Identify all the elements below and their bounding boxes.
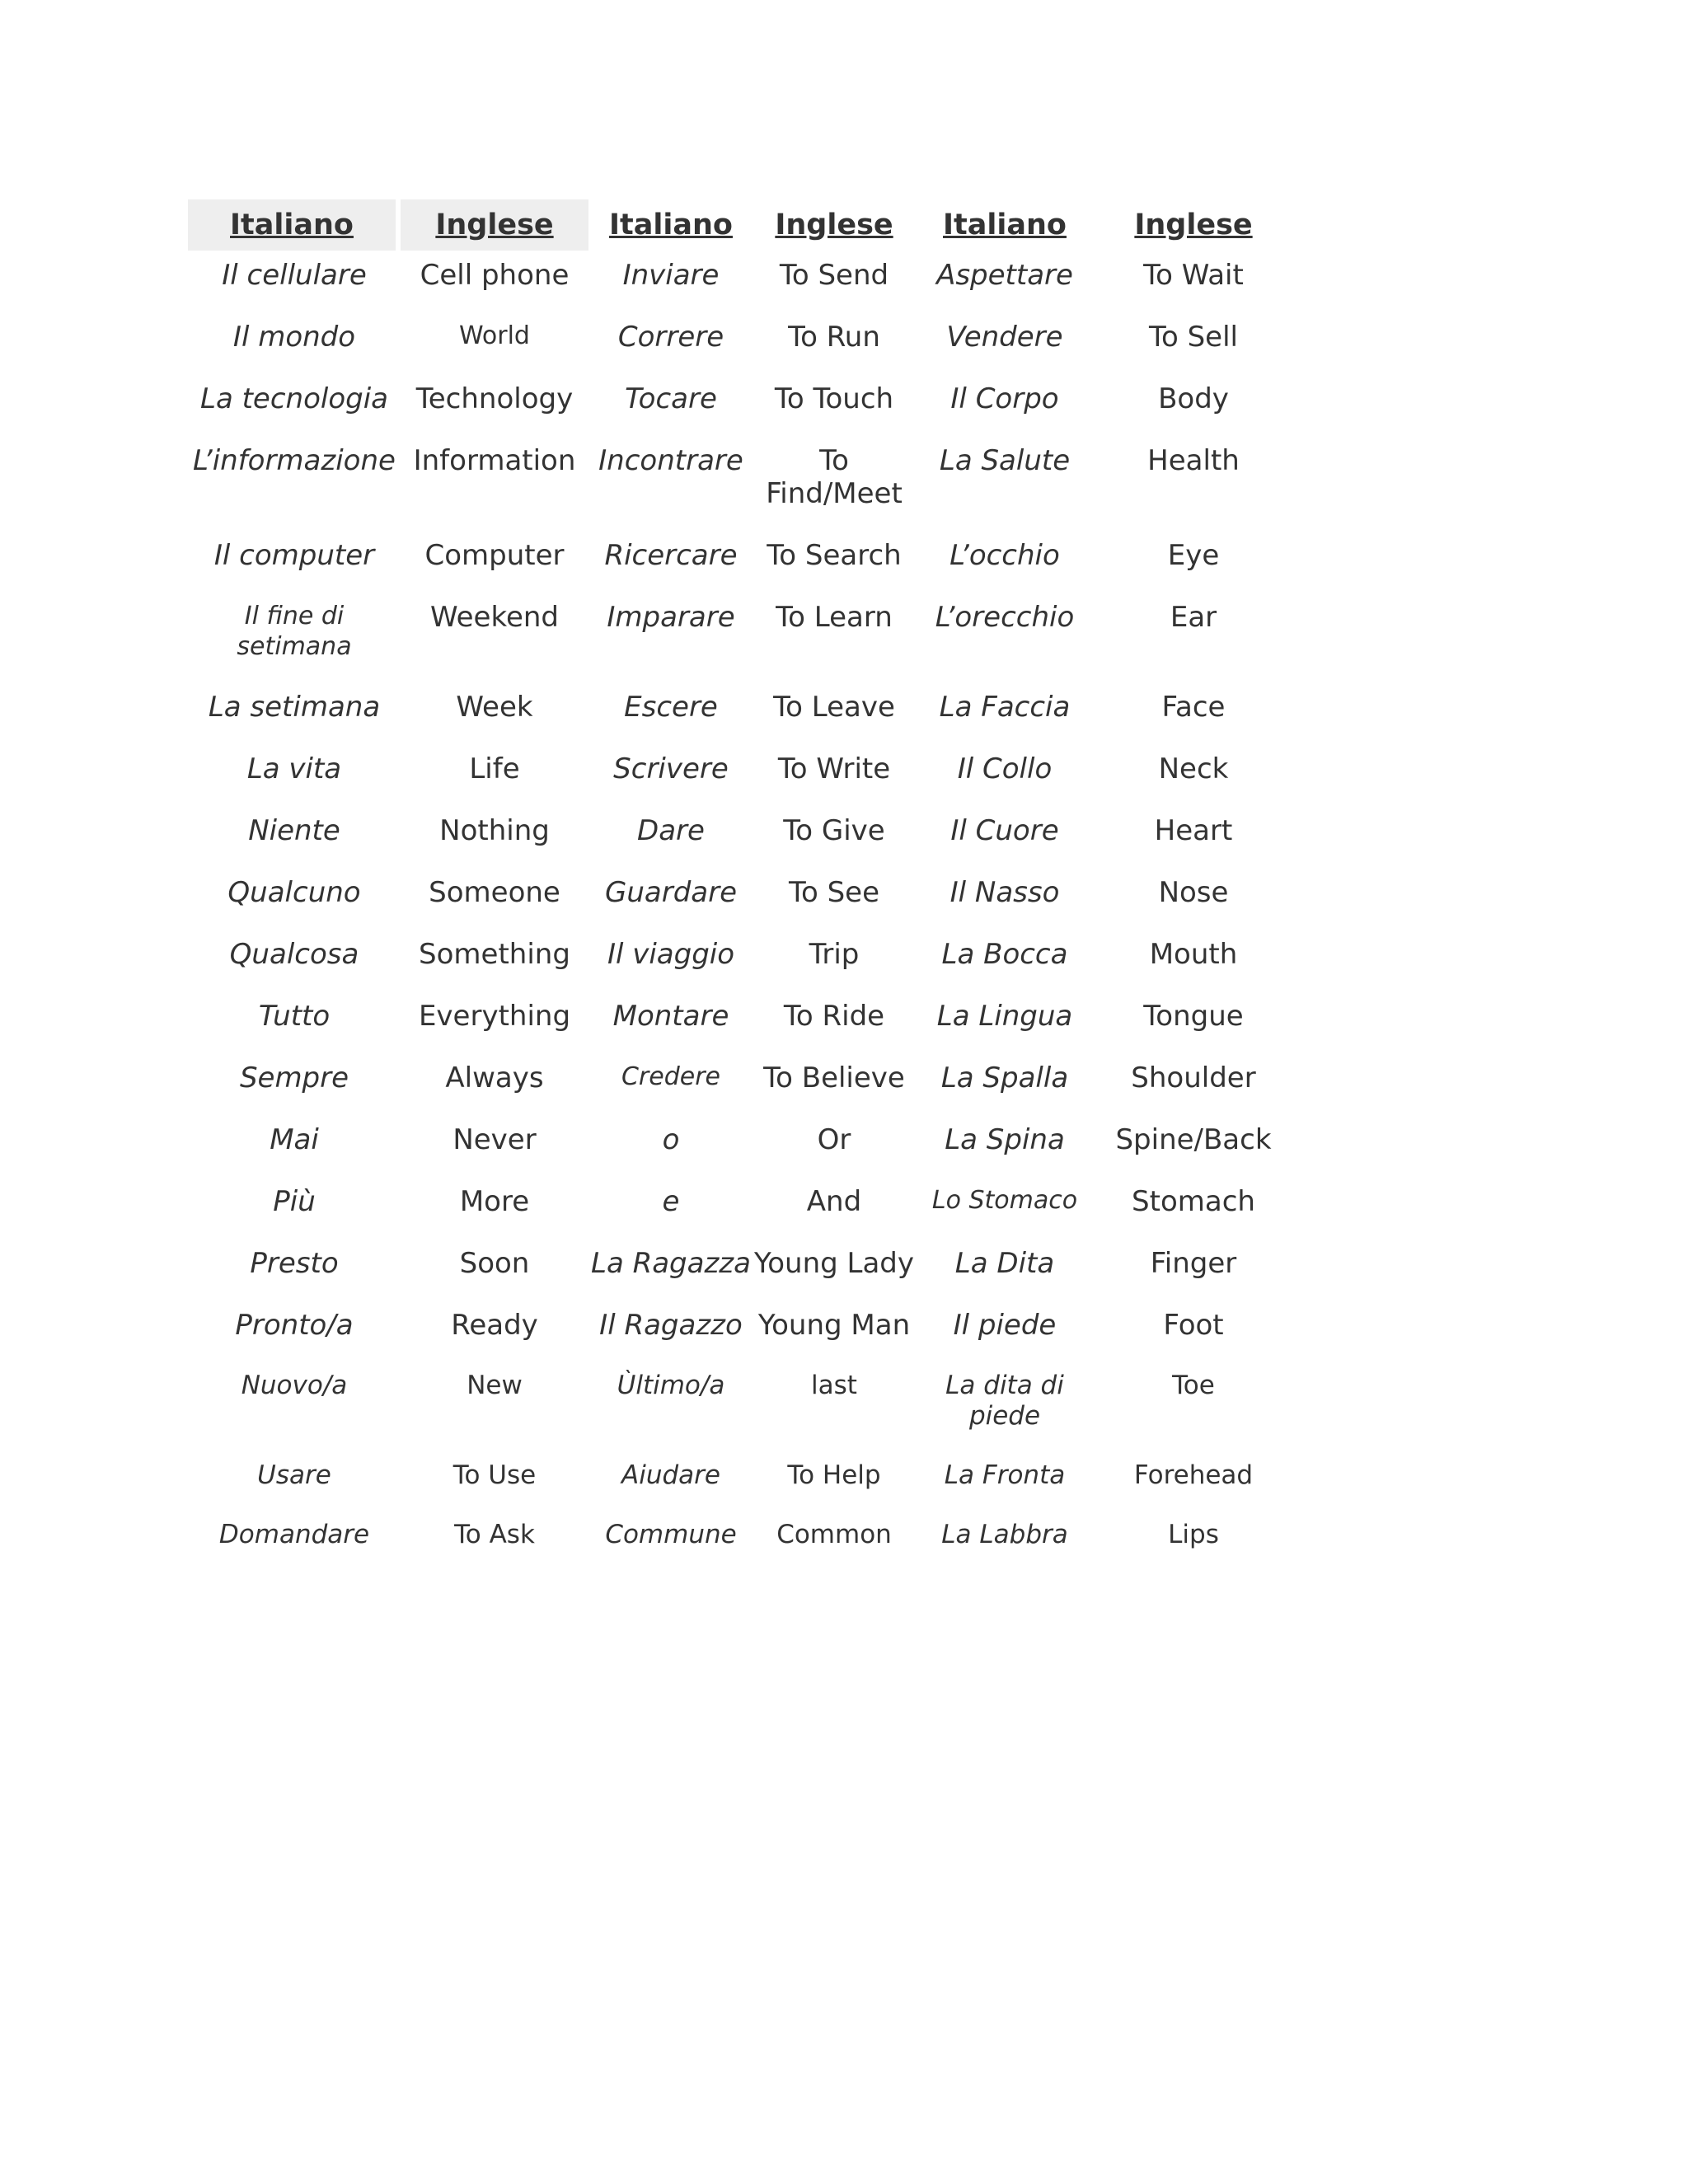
italian-word-cell: Incontrare bbox=[598, 444, 743, 477]
italian-word-cell: Aspettare bbox=[936, 259, 1073, 292]
italian-word-cell: Niente bbox=[248, 814, 340, 847]
italian-word-cell: Nuovo/a bbox=[241, 1371, 348, 1400]
italian-word-cell: Tutto bbox=[258, 1000, 331, 1033]
english-word-cell: To Ride bbox=[783, 1000, 885, 1033]
english-word-cell: Young Lady bbox=[753, 1247, 915, 1280]
italian-word-cell: Escere bbox=[624, 691, 718, 724]
english-word-cell: To Give bbox=[783, 814, 885, 847]
table-row bbox=[188, 312, 1292, 374]
table-row bbox=[188, 682, 1292, 744]
english-word-cell: To Use bbox=[452, 1460, 537, 1490]
italian-word-cell: La Bocca bbox=[941, 938, 1068, 971]
table-row bbox=[188, 436, 1292, 531]
table-row bbox=[188, 374, 1292, 436]
italian-word-cell: Ricercare bbox=[604, 539, 738, 572]
english-word-cell: Cell phone bbox=[420, 259, 570, 292]
english-word-cell: And bbox=[806, 1185, 862, 1218]
english-word-cell: Computer bbox=[424, 539, 565, 572]
english-word-cell: Finger bbox=[1150, 1247, 1237, 1280]
english-word-cell: Body bbox=[1158, 382, 1229, 415]
italian-word-cell: o bbox=[662, 1123, 680, 1156]
table-row bbox=[188, 806, 1292, 868]
english-word-cell: Forehead bbox=[1133, 1460, 1254, 1490]
english-word-cell: To Write bbox=[777, 752, 891, 785]
table-row bbox=[188, 1511, 1292, 1571]
italian-word-cell: e bbox=[662, 1185, 680, 1218]
english-word-cell: Ready bbox=[451, 1309, 538, 1342]
italian-word-cell: Guardare bbox=[604, 876, 738, 909]
english-word-cell: Eye bbox=[1167, 539, 1220, 572]
english-word-cell: New bbox=[467, 1371, 523, 1400]
table-row bbox=[188, 1053, 1292, 1115]
english-word-cell: To Believe bbox=[763, 1062, 905, 1094]
italian-word-cell: Dare bbox=[637, 814, 705, 847]
table-row bbox=[188, 1452, 1292, 1511]
english-word-cell: To Find/Meet bbox=[766, 444, 903, 510]
italian-word-cell: Il Ragazzo bbox=[599, 1309, 743, 1342]
italian-word-cell: La Dita bbox=[954, 1247, 1055, 1280]
english-word-cell: Ear bbox=[1170, 601, 1217, 634]
italian-word-cell: Vendere bbox=[946, 321, 1063, 354]
english-word-cell: To Leave bbox=[773, 691, 895, 724]
italian-word-cell: La Faccia bbox=[939, 691, 1071, 724]
table-row bbox=[188, 1362, 1292, 1452]
english-word-cell: To Learn bbox=[776, 601, 893, 634]
table-row bbox=[188, 1177, 1292, 1239]
english-word-cell: Mouth bbox=[1149, 938, 1238, 971]
italian-word-cell: Domandare bbox=[218, 1520, 370, 1549]
italian-word-cell: Sempre bbox=[239, 1062, 349, 1094]
english-word-cell: To Ask bbox=[454, 1520, 535, 1549]
english-word-cell: To Wait bbox=[1143, 259, 1244, 292]
table-row bbox=[188, 1301, 1292, 1362]
header-inglese: Inglese bbox=[775, 209, 893, 241]
header-italiano: Italiano bbox=[188, 199, 401, 251]
italian-word-cell: Presto bbox=[250, 1247, 339, 1280]
english-word-cell: Shoulder bbox=[1131, 1062, 1256, 1094]
english-word-cell: Health bbox=[1147, 444, 1240, 477]
table-row bbox=[188, 1239, 1292, 1301]
english-word-cell: Something bbox=[419, 938, 570, 971]
english-word-cell: Information bbox=[413, 444, 576, 477]
italian-word-cell: Qualcuno bbox=[227, 876, 361, 909]
italian-word-cell: Il Corpo bbox=[950, 382, 1059, 415]
english-word-cell: Soon bbox=[459, 1247, 530, 1280]
header-inglese: Inglese bbox=[1134, 209, 1253, 241]
italian-word-cell: Il viaggio bbox=[607, 938, 735, 971]
italian-word-cell: Il Nasso bbox=[950, 876, 1060, 909]
english-word-cell: Neck bbox=[1158, 752, 1229, 785]
english-word-cell: To Sell bbox=[1149, 321, 1238, 354]
italian-word-cell: Più bbox=[273, 1185, 316, 1218]
table-row bbox=[188, 593, 1292, 682]
english-word-cell: Face bbox=[1161, 691, 1226, 724]
table-row bbox=[188, 744, 1292, 806]
italian-word-cell: La Salute bbox=[939, 444, 1071, 477]
italian-word-cell: Imparare bbox=[607, 601, 735, 634]
italian-word-cell: Commune bbox=[605, 1520, 737, 1549]
english-word-cell: Trip bbox=[809, 938, 860, 971]
italian-word-cell: La Labbra bbox=[941, 1520, 1068, 1549]
english-word-cell: Toe bbox=[1172, 1371, 1215, 1400]
italian-word-cell: La Spina bbox=[945, 1123, 1065, 1156]
english-word-cell: Everything bbox=[418, 1000, 571, 1033]
italian-word-cell: Montare bbox=[612, 1000, 729, 1033]
english-word-cell: To Send bbox=[779, 259, 889, 292]
vocabulary-body bbox=[188, 251, 1292, 1571]
italian-word-cell: La Fronta bbox=[944, 1460, 1066, 1490]
table-row bbox=[188, 868, 1292, 930]
english-word-cell: Never bbox=[452, 1123, 537, 1156]
english-word-cell: More bbox=[459, 1185, 530, 1218]
header-row bbox=[188, 199, 1292, 251]
italian-word-cell: Tocare bbox=[625, 382, 717, 415]
italian-word-cell: Ùltimo/a bbox=[617, 1371, 725, 1400]
italian-word-cell: Il fine di setimana bbox=[237, 602, 352, 661]
italian-word-cell: Correre bbox=[617, 321, 724, 354]
italian-word-cell: Scrivere bbox=[613, 752, 729, 785]
english-word-cell: Week bbox=[456, 691, 533, 724]
english-word-cell: Stomach bbox=[1132, 1185, 1255, 1218]
english-word-cell: last bbox=[811, 1371, 857, 1400]
header-italiano: Italiano bbox=[609, 209, 733, 241]
table-row bbox=[188, 531, 1292, 593]
italian-word-cell: La Ragazza bbox=[591, 1247, 751, 1280]
english-word-cell: To Touch bbox=[774, 382, 894, 415]
english-word-cell: Nose bbox=[1158, 876, 1229, 909]
italian-word-cell: Inviare bbox=[622, 259, 720, 292]
italian-word-cell: Mai bbox=[270, 1123, 319, 1156]
italian-word-cell: Il cellulare bbox=[222, 259, 367, 292]
table-row bbox=[188, 930, 1292, 991]
italian-word-cell: L’informazione bbox=[193, 444, 396, 477]
italian-word-cell: Il Cuore bbox=[950, 814, 1059, 847]
vocabulary-table bbox=[188, 199, 1292, 1571]
italian-word-cell: La dita di piede bbox=[945, 1371, 1064, 1431]
italian-word-cell: Il mondo bbox=[232, 321, 356, 354]
italian-word-cell: L’occhio bbox=[950, 539, 1060, 572]
italian-word-cell: L’orecchio bbox=[935, 601, 1075, 634]
table-row bbox=[188, 251, 1292, 312]
english-word-cell: Foot bbox=[1163, 1309, 1224, 1342]
english-word-cell: To Run bbox=[788, 321, 880, 354]
italian-word-cell: Lo Stomaco bbox=[931, 1186, 1078, 1215]
header-inglese: Inglese bbox=[401, 199, 588, 251]
english-word-cell: To Search bbox=[767, 539, 902, 572]
english-word-cell: Heart bbox=[1154, 814, 1233, 847]
italian-word-cell: Qualcosa bbox=[229, 938, 359, 971]
table-row bbox=[188, 991, 1292, 1053]
italian-word-cell: Credere bbox=[621, 1062, 721, 1091]
english-word-cell: Someone bbox=[429, 876, 560, 909]
english-word-cell: Nothing bbox=[439, 814, 550, 847]
english-word-cell: Lips bbox=[1168, 1520, 1219, 1549]
header-italiano: Italiano bbox=[943, 209, 1067, 241]
italian-word-cell: Aiudare bbox=[621, 1460, 720, 1490]
italian-word-cell: La setimana bbox=[208, 691, 381, 724]
english-word-cell: Technology bbox=[415, 382, 574, 415]
english-word-cell: Weekend bbox=[430, 601, 559, 634]
italian-word-cell: La Spalla bbox=[940, 1062, 1069, 1094]
english-word-cell: Life bbox=[469, 752, 520, 785]
english-word-cell: Always bbox=[445, 1062, 544, 1094]
italian-word-cell: Pronto/a bbox=[235, 1309, 354, 1342]
english-word-cell: Young Man bbox=[757, 1309, 911, 1342]
english-word-cell: To Help bbox=[787, 1460, 881, 1490]
english-word-cell: Or bbox=[817, 1123, 851, 1156]
english-word-cell: World bbox=[459, 321, 530, 350]
italian-word-cell: Il computer bbox=[213, 539, 375, 572]
italian-word-cell: Il piede bbox=[953, 1309, 1057, 1342]
italian-word-cell: La Lingua bbox=[936, 1000, 1073, 1033]
italian-word-cell: La tecnologia bbox=[200, 382, 388, 415]
english-word-cell: Tongue bbox=[1143, 1000, 1244, 1033]
italian-word-cell: Usare bbox=[257, 1460, 331, 1490]
italian-word-cell: La vita bbox=[246, 752, 342, 785]
italian-word-cell: Il Collo bbox=[957, 752, 1053, 785]
table-row bbox=[188, 1115, 1292, 1177]
english-word-cell: Spine/Back bbox=[1115, 1123, 1272, 1156]
english-word-cell: Common bbox=[776, 1520, 892, 1549]
english-word-cell: To See bbox=[788, 876, 880, 909]
